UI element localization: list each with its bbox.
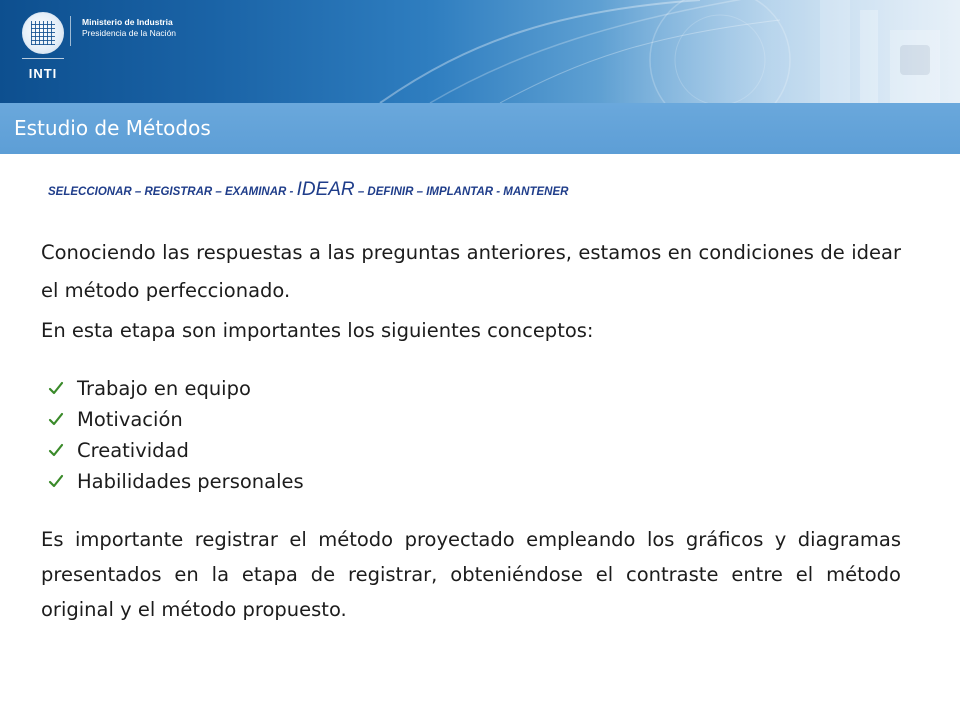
- list-item-label: Trabajo en equipo: [77, 377, 251, 400]
- list-item-label: Motivación: [77, 408, 183, 431]
- banner-decoration: [0, 0, 960, 103]
- inti-logo: [14, 10, 74, 94]
- intro-paragraph: Conociendo las respuestas a las preguntas anteriores, estamos en condiciones de idear el método perfeccionado.: [41, 241, 901, 302]
- check-icon: [48, 411, 64, 427]
- method-steps: [48, 178, 568, 204]
- list-item-label: Creatividad: [77, 439, 189, 462]
- logo-text: INTI: [28, 66, 58, 81]
- list-item: [48, 373, 304, 404]
- closing-paragraph: Es importante registrar el método proyectado empleando los gráficos y diagramas presentados en la etapa de registrar, obteniéndose el contraste entre el método original y el método propuesto.: [41, 528, 901, 621]
- slide-title: Estudio de Métodos: [14, 116, 211, 140]
- list-item: [48, 435, 304, 466]
- ministry-label: [82, 17, 176, 39]
- concepts-checklist: [48, 373, 304, 497]
- header-banner: [0, 0, 960, 103]
- check-icon: [48, 473, 64, 489]
- steps-active-idear: IDEAR: [296, 179, 355, 200]
- title-bar: [0, 103, 960, 154]
- header-divider: [70, 16, 71, 46]
- list-item: [48, 404, 304, 435]
- inti-grid-logo-icon: [22, 12, 64, 54]
- steps-before: SELECCIONAR – REGISTRAR – EXAMINAR -: [48, 186, 297, 198]
- list-item: [48, 466, 304, 497]
- ministry-line-2: Presidencia de la Nación: [82, 28, 177, 38]
- concepts-intro-paragraph: En esta etapa son importantes los siguientes conceptos:: [41, 319, 594, 342]
- logo-divider: [22, 58, 64, 59]
- steps-after: – DEFINIR – IMPLANTAR - MANTENER: [354, 186, 569, 198]
- check-icon: [48, 442, 64, 458]
- check-icon: [48, 380, 64, 396]
- ministry-line-1: Ministerio de Industria: [82, 17, 173, 27]
- list-item-label: Habilidades personales: [77, 470, 304, 493]
